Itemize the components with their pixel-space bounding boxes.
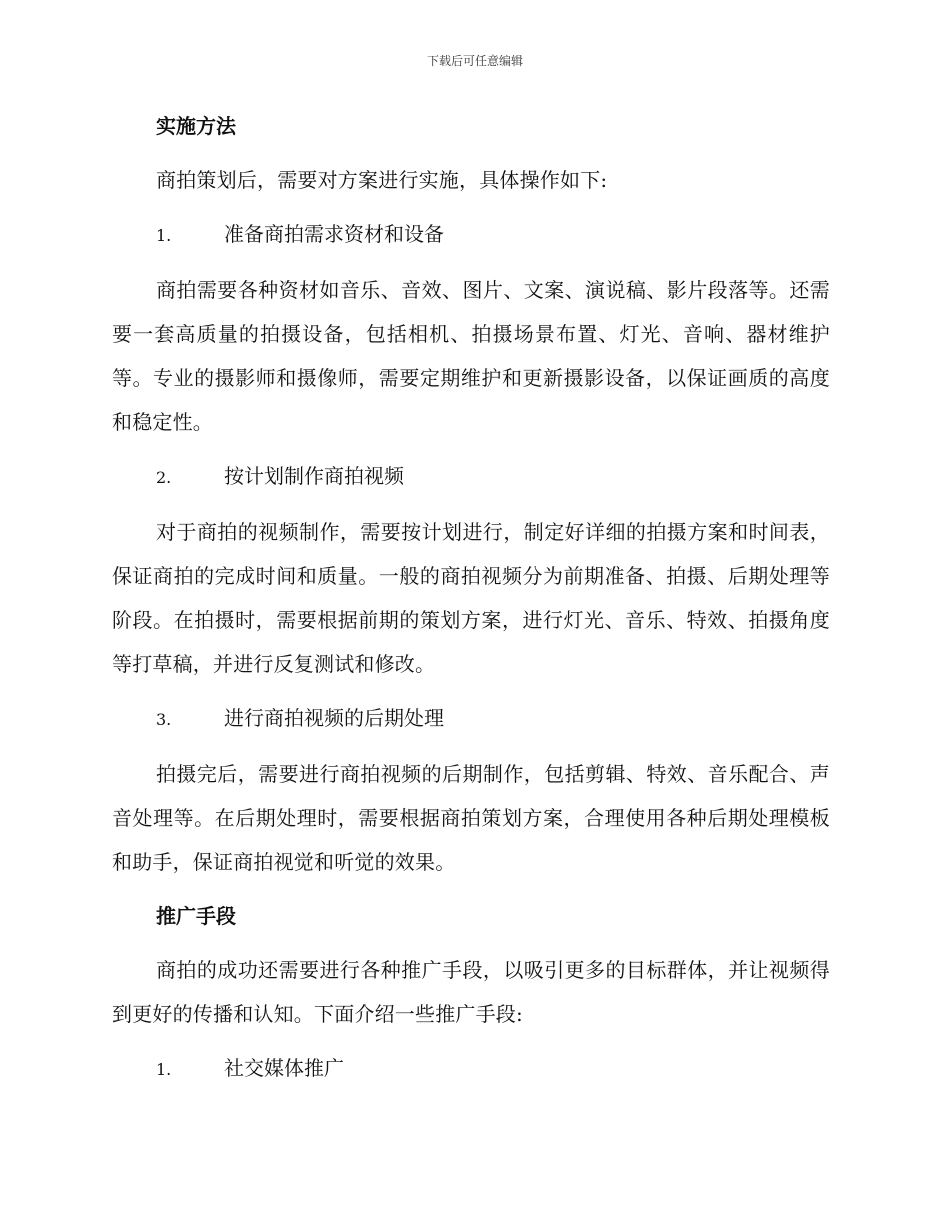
section-heading-promotion: 推广手段 [156, 904, 236, 928]
list-number: 1. [156, 226, 172, 245]
produce-paragraph: 对于商拍的视频制作，需要按计划进行，制定好详细的拍摄方案和时间表，保证商拍的完成时间和质量。一般的商拍视频分为前期准备、拍摄、后期处理等阶段。在拍摄时，需要根据前期的策划方案，进行灯光、音乐、特效、拍摄角度等打草稿，并进行反复测试和修改。 [112, 520, 830, 676]
list-item-title: 准备商拍需求资材和设备 [224, 222, 444, 246]
implementation-intro: 商拍策划后，需要对方案进行实施，具体操作如下: [156, 168, 608, 192]
list-item-title: 社交媒体推广 [224, 1056, 344, 1080]
promotion-intro: 商拍的成功还需要进行各种推广手段，以吸引更多的目标群体，并让视频得到更好的传播和认知。下面介绍一些推广手段: [112, 958, 830, 1026]
list-item-social-media [112, 1046, 830, 1092]
list-number: 2. [156, 468, 172, 487]
list-item-prepare [112, 212, 830, 258]
list-item-produce [112, 454, 830, 500]
document-body [112, 104, 830, 1102]
list-number: 1. [156, 1060, 172, 1079]
list-number: 3. [156, 710, 172, 729]
list-item-post-processing [112, 696, 830, 742]
list-item-title: 按计划制作商拍视频 [224, 464, 404, 488]
prepare-paragraph: 商拍需要各种资材如音乐、音效、图片、文案、演说稿、影片段落等。还需要一套高质量的拍摄设备，包括相机、拍摄场景布置、灯光、音响、器材维护等。专业的摄影师和摄像师，需要定期维护和更新摄影设备，以保证画质的高度和稳定性。 [112, 278, 830, 434]
page-header: 下载后可任意编辑 [426, 54, 523, 68]
section-heading-implementation: 实施方法 [156, 114, 236, 138]
post-processing-paragraph: 拍摄完后，需要进行商拍视频的后期制作，包括剪辑、特效、音乐配合、声音处理等。在后期处理时，需要根据商拍策划方案，合理使用各种后期处理模板和助手，保证商拍视觉和听觉的效果。 [112, 762, 830, 874]
list-item-title: 进行商拍视频的后期处理 [224, 706, 444, 730]
